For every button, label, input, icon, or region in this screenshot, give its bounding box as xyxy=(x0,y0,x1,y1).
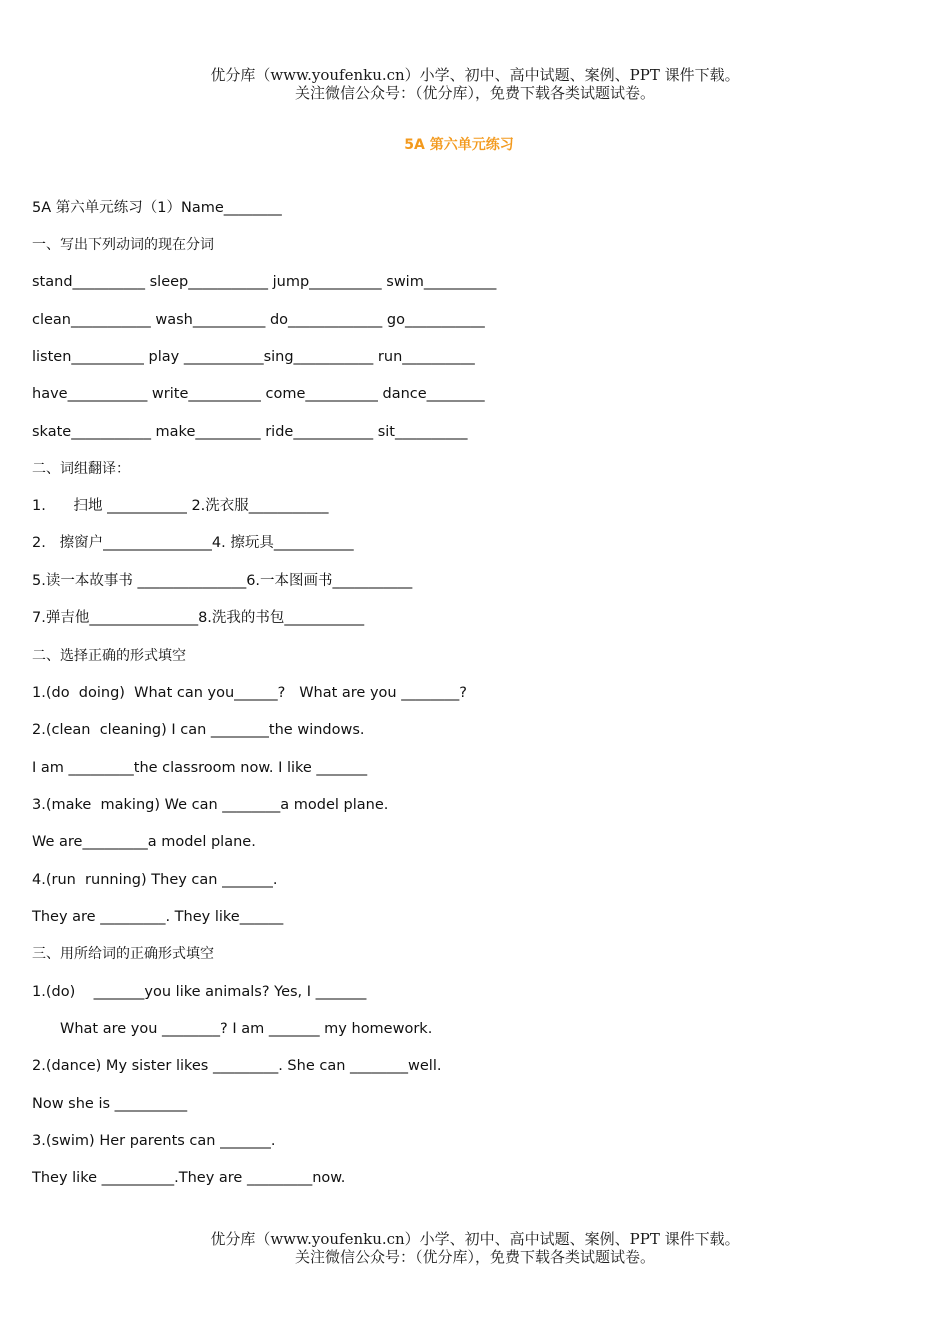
header-line-2: 关注微信公众号：（优分库），免费下载各类试题试卷。 xyxy=(294,84,655,102)
exercise-line: 7.弹吉他_______________8.洗我的书包___________ xyxy=(32,610,365,626)
exercise-line: 1. 扫地 ___________ 2.洗衣服___________ xyxy=(32,498,329,514)
exercise-line: What are you ________? I am _______ my homework. xyxy=(60,1021,433,1037)
exercise-line: listen__________ play ___________sing___________ run__________ xyxy=(32,349,475,365)
exercise-line: stand__________ sleep___________ jump__________ swim__________ xyxy=(32,274,497,290)
exercise-line: 5.读一本故事书 _______________6.一本图画书___________ xyxy=(32,573,413,589)
footer-line-1: 优分库（www.youfenku.cn）小学、初中、高中试题、案例、PPT 课件下载。 xyxy=(210,1230,740,1248)
document-title: 5A 第六单元练习 xyxy=(404,137,514,153)
exercise-line: 1.(do) _______you like animals? Yes, I _______ xyxy=(32,984,367,1000)
exercise-line: I am _________the classroom now. I like _______ xyxy=(32,760,368,776)
exercise-line: 2. 擦窗户_______________4. 擦玩具___________ xyxy=(32,535,354,551)
exercise-line: They like __________.They are _________now. xyxy=(32,1170,346,1186)
exercise-line: 4.(run running) They can _______. xyxy=(32,872,278,888)
section-heading: 三、用所给词的正确形式填空 xyxy=(32,946,214,962)
exercise-line: clean___________ wash__________ do_____________ go___________ xyxy=(32,312,485,328)
exercise-line: We are_________a model plane. xyxy=(32,834,256,850)
exercise-line: skate___________ make_________ ride___________ sit__________ xyxy=(32,424,468,440)
exercise-line: 3.(swim) Her parents can _______. xyxy=(32,1133,276,1149)
exercise-line: have___________ write__________ come__________ dance________ xyxy=(32,386,485,402)
exercise-line: They are _________. They like______ xyxy=(32,909,284,925)
exercise-line: 3.(make making) We can ________a model plane. xyxy=(32,797,389,813)
footer-line-2: 关注微信公众号：（优分库），免费下载各类试题试卷。 xyxy=(294,1248,655,1266)
exercise-line: 2.(dance) My sister likes _________. She can ________well. xyxy=(32,1058,442,1074)
section-heading: 一、写出下列动词的现在分词 xyxy=(32,237,214,253)
exercise-line: 2.(clean cleaning) I can ________the windows. xyxy=(32,722,365,738)
section-heading: 二、词组翻译： xyxy=(32,461,130,477)
header-line-1: 优分库（www.youfenku.cn）小学、初中、高中试题、案例、PPT 课件下载。 xyxy=(210,66,740,84)
worksheet-name-line: 5A 第六单元练习（1）Name________ xyxy=(32,200,282,216)
section-heading: 二、选择正确的形式填空 xyxy=(32,648,186,664)
page-header xyxy=(0,66,950,102)
exercise-line: 1.(do doing) What can you______? What are you ________? xyxy=(32,685,467,701)
page-footer xyxy=(0,1230,950,1266)
exercise-line: Now she is __________ xyxy=(32,1096,188,1112)
